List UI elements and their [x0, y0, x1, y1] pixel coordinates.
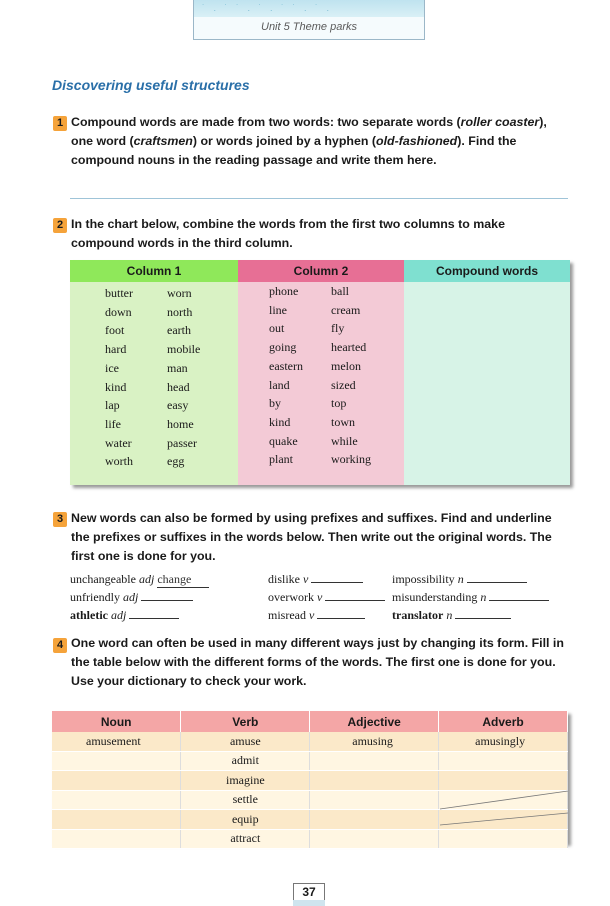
word-item-misread — [268, 608, 365, 623]
question-number-2: 2 — [53, 218, 67, 233]
compound-word-chart — [70, 260, 570, 485]
header-adverb: Adverb — [439, 711, 568, 732]
column-1 — [70, 260, 238, 485]
adjective-cell[interactable] — [310, 751, 439, 771]
noun-cell[interactable] — [52, 751, 181, 771]
question-number-3: 3 — [53, 512, 67, 527]
word-ice: ice — [105, 360, 119, 375]
column-2-first-words — [269, 282, 303, 469]
word-lap: lap — [105, 398, 120, 413]
table-row — [52, 771, 568, 791]
word-forms-table — [52, 711, 568, 846]
word-egg: egg — [167, 454, 185, 469]
word-butter: butter — [105, 286, 133, 300]
word-text: impossibility — [392, 572, 455, 586]
part-of-speech: adj — [138, 572, 155, 586]
word-while: while — [331, 433, 358, 448]
adverb-cell: amusingly — [439, 732, 568, 751]
unit-banner: ˙ . ˙ ˙ . ˙ . ˙ ˙ . ˙ . Unit 5 Theme parks — [193, 0, 425, 40]
adjective-cell: amusing — [310, 732, 439, 751]
word-eastern: eastern — [269, 358, 303, 373]
word-text: unfriendly — [70, 590, 120, 604]
noun-cell[interactable] — [52, 829, 181, 849]
table-row — [52, 732, 568, 751]
word-text: misunderstanding — [392, 590, 478, 604]
word-line: line — [269, 302, 287, 317]
header-verb: Verb — [181, 711, 310, 732]
part-of-speech: n — [480, 590, 487, 604]
noun-cell: amusement — [52, 732, 181, 751]
answer-blank[interactable] — [141, 600, 193, 601]
answer-blank[interactable] — [467, 582, 527, 583]
word-out: out — [269, 321, 285, 336]
word-working: working — [331, 452, 371, 467]
example-craftsmen: craftsmen — [133, 134, 193, 148]
word-worth: worth — [105, 454, 133, 469]
header-adjective: Adjective — [310, 711, 439, 732]
table-row — [52, 790, 568, 810]
word-down: down — [105, 304, 132, 319]
column-1-header: Column 1 — [70, 260, 238, 282]
part-of-speech: n — [457, 572, 464, 586]
word-life: life — [105, 416, 121, 431]
word-item-misunderstanding — [392, 590, 549, 605]
word-earth: earth — [167, 323, 191, 338]
table-row — [52, 810, 568, 830]
question-1-text: Compound words are made from two words: two separate words (roller coaster), one word (craftsmen) or words joined by a hyphen (old-fashioned). Find the compound nouns in the reading passage and write them here. — [71, 115, 547, 167]
question-number-1: 1 — [53, 116, 67, 131]
part-of-speech: v — [316, 590, 323, 604]
word-melon: melon — [331, 358, 361, 373]
table-row — [52, 751, 568, 771]
answer-blank[interactable] — [317, 618, 365, 619]
word-item-impossibility — [392, 572, 527, 587]
word-mobile: mobile — [167, 342, 201, 357]
word-cream: cream — [331, 302, 361, 317]
word-ball: ball — [331, 284, 349, 298]
word-man: man — [167, 360, 188, 375]
word-item-unfriendly — [70, 590, 193, 605]
verb-cell: attract — [181, 829, 310, 849]
noun-cell[interactable] — [52, 790, 181, 810]
answer-blank[interactable] — [325, 600, 385, 601]
column-2-second-words — [331, 282, 371, 469]
word-foot: foot — [105, 323, 125, 338]
word-hard: hard — [105, 342, 127, 357]
adjective-cell[interactable] — [310, 829, 439, 849]
question-number-4: 4 — [53, 638, 67, 653]
word-item-overwork — [268, 590, 385, 605]
verb-cell: equip — [181, 810, 310, 830]
part-of-speech: v — [303, 572, 309, 586]
word-fly: fly — [331, 321, 345, 336]
word-water: water — [105, 435, 132, 450]
word-sized: sized — [331, 377, 356, 392]
column-1-second-words — [167, 284, 200, 471]
answer-blank[interactable] — [311, 582, 363, 583]
question-3-text: New words can also be formed by using prefixes and suffixes. Find and underline the prefixes or suffixes in the words below. Then write out the original words. The first one is done for you. — [71, 511, 552, 563]
noun-cell[interactable] — [52, 771, 181, 791]
header-noun: Noun — [52, 711, 181, 732]
answer-line[interactable] — [70, 198, 568, 199]
adverb-cell[interactable] — [439, 790, 568, 810]
adjective-cell[interactable] — [310, 790, 439, 810]
word-text: athletic — [70, 608, 108, 622]
verb-cell: imagine — [181, 771, 310, 791]
word-text: overwork — [268, 590, 314, 604]
adverb-cell[interactable] — [439, 751, 568, 771]
word-plant: plant — [269, 452, 293, 467]
word-by: by — [269, 396, 281, 411]
adverb-cell[interactable] — [439, 810, 568, 830]
verb-cell: admit — [181, 751, 310, 771]
adjective-cell[interactable] — [310, 771, 439, 791]
word-text: dislike — [268, 572, 300, 586]
word-item-translator — [392, 608, 511, 623]
answer-blank[interactable]: change — [157, 572, 209, 588]
answer-blank[interactable] — [129, 618, 179, 619]
word-item-dislike — [268, 572, 363, 587]
question-2-text: In the chart below, combine the words from the first two columns to make compound words in the third column. — [71, 217, 505, 250]
part-of-speech: adj — [123, 590, 139, 604]
word-worn: worn — [167, 286, 192, 300]
compound-words-column[interactable] — [404, 260, 570, 485]
part-of-speech: v — [309, 608, 315, 622]
adverb-cell[interactable] — [439, 829, 568, 849]
verb-cell: amuse — [181, 732, 310, 751]
part-of-speech: n — [446, 608, 453, 622]
table-row — [52, 829, 568, 849]
word-going: going — [269, 340, 297, 355]
page-number-bar — [293, 900, 325, 906]
word-passer: passer — [167, 435, 197, 450]
verb-cell: settle — [181, 790, 310, 810]
example-roller-coaster: roller coaster — [460, 115, 540, 129]
column-2 — [238, 260, 404, 485]
word-item-athletic — [70, 608, 179, 623]
compound-words-header: Compound words — [404, 260, 570, 282]
column-2-header: Column 2 — [238, 260, 404, 282]
noun-cell[interactable] — [52, 810, 181, 830]
adverb-cell[interactable] — [439, 771, 568, 791]
word-text: unchangeable — [70, 572, 136, 586]
word-kind: kind — [105, 379, 127, 394]
word-town: town — [331, 414, 355, 429]
part-of-speech: adj — [111, 608, 127, 622]
section-title: Discovering useful structures — [52, 77, 250, 93]
word-text: misread — [268, 608, 306, 622]
word-quake: quake — [269, 433, 298, 448]
word-top: top — [331, 396, 347, 411]
column-1-first-words — [105, 284, 133, 471]
word-text: translator — [392, 608, 444, 622]
question-4-text: One word can often be used in many different ways just by changing its form. Fill in the table below with the different forms of the words. The first one is done for you. Use your dictionary to check your work. — [71, 636, 564, 688]
answer-blank[interactable] — [489, 600, 549, 601]
unit-title: Unit 5 Theme parks — [261, 21, 357, 33]
word-north: north — [167, 304, 193, 319]
word-kind: kind — [269, 414, 291, 429]
page-number: 37 — [293, 883, 325, 902]
example-old-fashioned: old-fashioned — [376, 134, 458, 148]
answer-blank[interactable] — [455, 618, 511, 619]
word-hearted: hearted — [331, 340, 367, 355]
word-home: home — [167, 416, 194, 431]
word-head: head — [167, 379, 190, 394]
word-item-unchangeable — [70, 572, 209, 588]
word-phone: phone — [269, 284, 299, 298]
adjective-cell[interactable] — [310, 810, 439, 830]
word-land: land — [269, 377, 290, 392]
word-easy: easy — [167, 398, 189, 413]
